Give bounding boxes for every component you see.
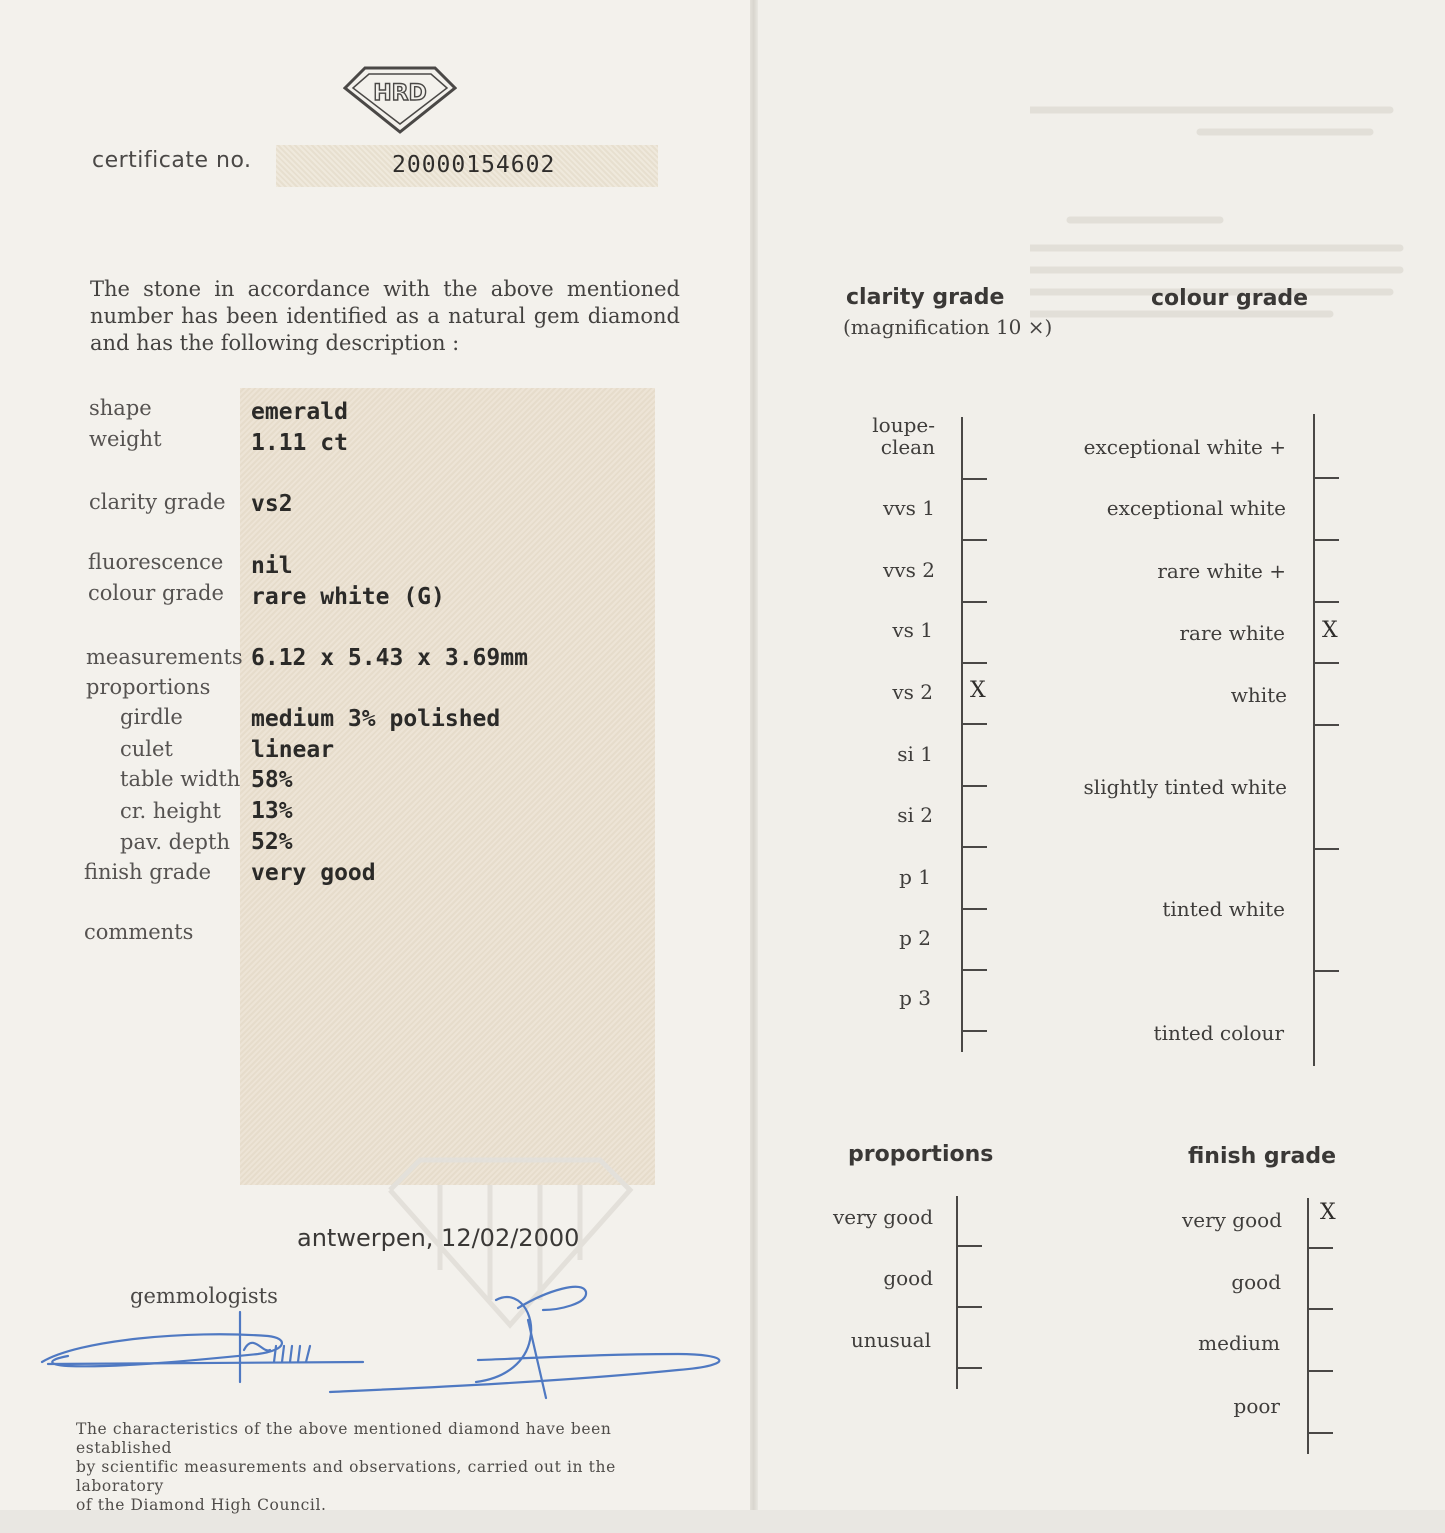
colour-item-tinted-colour: tinted colour <box>1153 1021 1284 1045</box>
colour-item-exceptional-white-plus: exceptional white + <box>1083 435 1286 459</box>
colour-item-rare-white: rare white <box>1179 621 1285 645</box>
finish-item-very-good: very good <box>1181 1208 1282 1232</box>
finish-label: finish grade <box>84 860 212 884</box>
clarity-item-clean: clean <box>880 435 935 459</box>
colour-tick <box>1314 477 1339 479</box>
colour-value: rare white (G) <box>251 584 445 610</box>
finish-item-poor: poor <box>1233 1394 1280 1418</box>
finish-item-medium: medium <box>1198 1331 1280 1355</box>
table-width-label: table width <box>120 767 241 791</box>
clarity-scale-subtitle: (magnification 10 ×) <box>843 315 1053 339</box>
proportions-item-very-good: very good <box>832 1205 933 1229</box>
clarity-item-vvs2: vvs 2 <box>883 558 935 582</box>
colour-item-tinted-white: tinted white <box>1162 897 1285 921</box>
clarity-tick <box>962 601 987 603</box>
clarity-item-p2: p 2 <box>899 926 931 950</box>
clarity-scale-axis <box>961 417 963 1052</box>
clarity-selected-mark: X <box>970 678 986 703</box>
certificate-label: certificate no. <box>92 148 252 173</box>
clarity-label: clarity grade <box>89 490 226 514</box>
clarity-tick <box>962 478 987 480</box>
colour-tick <box>1314 848 1339 850</box>
colour-tick <box>1314 724 1339 726</box>
gemmologist-signatures <box>38 1270 738 1410</box>
clarity-value: vs2 <box>251 491 293 517</box>
finish-scale-axis <box>1307 1198 1309 1454</box>
finish-selected-mark: X <box>1320 1200 1336 1225</box>
clarity-tick <box>962 539 987 541</box>
culet-label: culet <box>120 737 173 761</box>
proportions-scale-title: proportions <box>848 1142 994 1167</box>
clarity-item-si2: si 2 <box>897 803 933 827</box>
cr-height-label: cr. height <box>120 799 221 823</box>
colour-item-rare-white-plus: rare white + <box>1157 559 1286 583</box>
clarity-tick <box>962 1030 987 1032</box>
colour-tick <box>1314 539 1339 541</box>
hrd-logo-text: HRD <box>373 81 427 106</box>
shape-label: shape <box>89 396 152 420</box>
clarity-item-loupe: loupe- <box>872 413 935 437</box>
clarity-item-vs2: vs 2 <box>892 680 933 704</box>
colour-selected-mark: X <box>1322 618 1338 643</box>
table-width-value: 58% <box>251 767 293 793</box>
clarity-tick <box>962 723 987 725</box>
finish-tick <box>1308 1247 1333 1249</box>
clarity-tick <box>962 846 987 848</box>
colour-scale-axis <box>1313 414 1315 1066</box>
girdle-label: girdle <box>120 705 183 729</box>
proportions-tick <box>957 1245 982 1247</box>
disclaimer-line-3: of the Diamond High Council. <box>76 1496 327 1514</box>
clarity-item-vvs1: vvs 1 <box>883 496 935 520</box>
colour-label: colour grade <box>88 581 224 605</box>
page-fold <box>750 0 758 1510</box>
disclaimer-line-2: by scientific measurements and observations, carried out in the laboratory <box>76 1458 616 1495</box>
finish-tick <box>1308 1308 1333 1310</box>
measurements-value: 6.12 x 5.43 x 3.69mm <box>251 645 528 671</box>
disclaimer-line-1: The characteristics of the above mentioned diamond have been established <box>76 1420 612 1457</box>
proportions-label: proportions <box>86 675 211 699</box>
girdle-value: medium 3% polished <box>251 706 501 732</box>
colour-tick <box>1314 970 1339 972</box>
culet-value: linear <box>251 737 335 763</box>
gemmologists-label: gemmologists <box>130 1284 278 1308</box>
colour-tick <box>1314 601 1339 603</box>
description-panel <box>240 388 655 1185</box>
clarity-item-vs1: vs 1 <box>892 618 933 642</box>
colour-item-slightly-tinted-white: slightly tinted white <box>1083 775 1287 799</box>
disclaimer <box>76 1420 676 1515</box>
proportions-scale-axis <box>956 1196 958 1389</box>
colour-tick <box>1314 662 1339 664</box>
measurements-label: measurements <box>86 645 243 669</box>
fluorescence-value: nil <box>251 553 293 579</box>
hrd-logo <box>343 66 457 134</box>
finish-tick <box>1308 1370 1333 1372</box>
cr-height-value: 13% <box>251 798 293 824</box>
proportions-item-unusual: unusual <box>850 1328 931 1352</box>
clarity-item-si1: si 1 <box>897 742 933 766</box>
clarity-item-p3: p 3 <box>899 986 931 1010</box>
place-date: antwerpen, 12/02/2000 <box>297 1224 580 1252</box>
intro-paragraph: The stone in accordance with the above mentioned number has been identified as a natural gem diamond and has the following description : <box>90 277 680 355</box>
clarity-item-p1: p 1 <box>899 865 931 889</box>
proportions-tick <box>957 1306 982 1308</box>
certificate-number: 20000154602 <box>392 152 556 178</box>
shape-value: emerald <box>251 399 348 425</box>
finish-scale-title: finish grade <box>1188 1144 1337 1169</box>
clarity-tick <box>962 785 987 787</box>
finish-tick <box>1308 1432 1333 1434</box>
colour-item-white: white <box>1230 683 1287 707</box>
fluorescence-label: fluorescence <box>88 550 224 574</box>
finish-item-good: good <box>1231 1270 1281 1294</box>
clarity-tick <box>962 662 987 664</box>
colour-scale-title: colour grade <box>1151 286 1309 311</box>
pav-depth-value: 52% <box>251 829 293 855</box>
weight-value: 1.11 ct <box>251 430 348 456</box>
comments-label: comments <box>84 920 194 944</box>
clarity-tick <box>962 969 987 971</box>
proportions-item-good: good <box>883 1266 933 1290</box>
clarity-tick <box>962 908 987 910</box>
colour-item-exceptional-white: exceptional white <box>1106 496 1286 520</box>
weight-label: weight <box>89 427 162 451</box>
finish-value: very good <box>251 860 376 886</box>
clarity-scale-title: clarity grade <box>846 285 1005 310</box>
pav-depth-label: pav. depth <box>120 830 230 854</box>
proportions-tick <box>957 1367 982 1369</box>
